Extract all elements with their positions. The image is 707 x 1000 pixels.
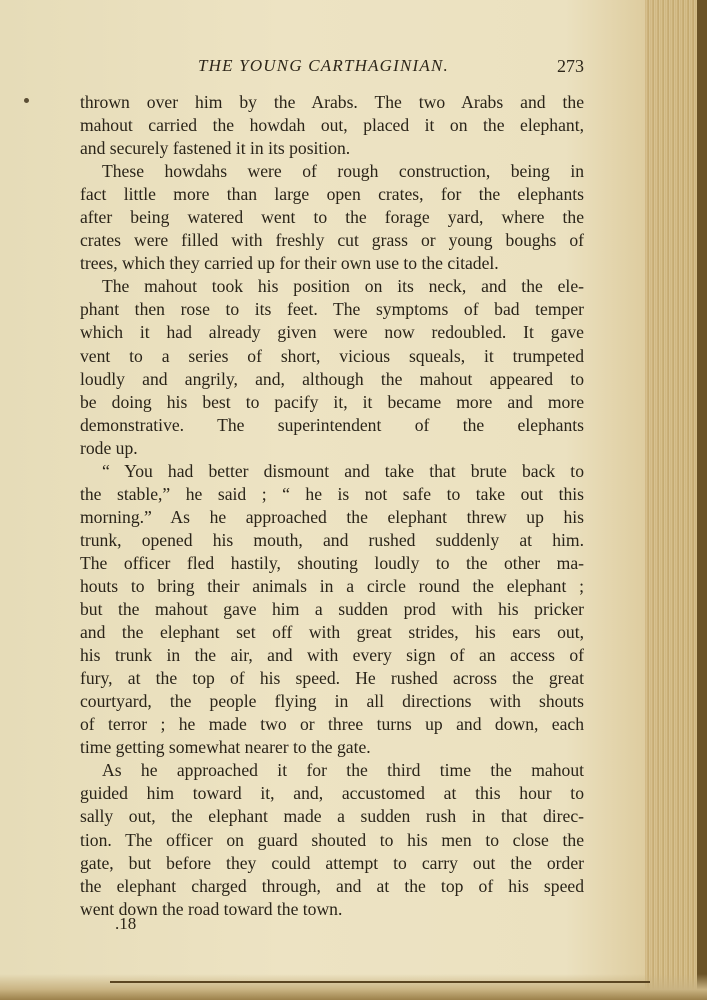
text-line: his trunk in the air, and with every sign of an access of — [80, 645, 584, 666]
text-line: The mahout took his position on its neck, and the ele- — [102, 276, 584, 297]
text-line: houts to bring their animals in a circle round the elephant ; — [80, 575, 584, 596]
signature-mark: .18 — [115, 914, 137, 933]
text-line: vent to a series of short, vicious squeals, it trumpeted — [80, 345, 584, 366]
text-line: These howdahs were of rough construction, being in — [102, 161, 584, 182]
text-line: be doing his best to pacify it, it became more and more — [80, 391, 584, 412]
text-line: after being watered went to the forage yard, where the — [80, 207, 584, 228]
page-header — [80, 56, 584, 80]
text-line: which it had already given were now redoubled. It gave — [80, 322, 584, 343]
text-line: phant then rose to its feet. The symptoms of bad temper — [80, 299, 584, 320]
text-line: mahout carried the howdah out, placed it on the elephant, — [80, 115, 584, 136]
text-line: trees, which they carried up for their own use to the citadel. — [80, 253, 499, 274]
page-bottom-edge — [0, 974, 707, 1000]
text-line: crates were filled with freshly cut grass or young boughs of — [80, 230, 584, 251]
text-line: but the mahout gave him a sudden prod with his pricker — [80, 599, 584, 620]
running-title: THE YOUNG CARTHAGINIAN. — [198, 56, 449, 75]
text-line: As he approached it for the third time the mahout — [102, 760, 584, 781]
page-bottom-line — [110, 981, 650, 983]
page-edge-shadow — [697, 0, 707, 1000]
text-line: rode up. — [80, 437, 138, 458]
text-line: thrown over him by the Arabs. The two Arabs and the — [80, 92, 584, 112]
text-line: fact little more than large open crates, for the elephants — [80, 184, 584, 205]
text-line: and securely fastened it in its position. — [80, 138, 351, 159]
text-line: courtyard, the people flying in all directions with shouts — [80, 691, 584, 712]
text-line: tion. The officer on guard shouted to his men to close the — [80, 829, 584, 850]
ink-speck — [24, 98, 29, 103]
page-number: 273 — [557, 56, 584, 76]
text-line: the stable,” he said ; “ he is not safe to take out this — [80, 483, 584, 504]
text-line: “ You had better dismount and take that brute back to — [102, 460, 584, 481]
text-line: The officer fled hastily, shouting loudly to the other ma- — [80, 552, 584, 573]
text-line: of terror ; he made two or three turns up and down, each — [80, 714, 584, 735]
text-line: demonstrative. The superintendent of the elephants — [80, 414, 584, 435]
text-line: the elephant charged through, and at the top of his speed — [80, 875, 584, 896]
text-line: trunk, opened his mouth, and rushed suddenly at him. — [80, 529, 584, 550]
text-line: guided him toward it, and, accustomed at this hour to — [80, 783, 584, 804]
text-line: fury, at the top of his speed. He rushed across the great — [80, 668, 584, 689]
text-line: sally out, the elephant made a sudden rush in that direc- — [80, 806, 584, 827]
text-line: gate, but before they could attempt to carry out the order — [80, 852, 584, 873]
text-line: went down the road toward the town. — [80, 898, 343, 919]
text-line: morning.” As he approached the elephant threw up his — [80, 506, 584, 527]
body-text — [80, 91, 584, 921]
text-line: loudly and angrily, and, although the mahout appeared to — [80, 368, 584, 389]
text-line: and the elephant set off with great strides, his ears out, — [80, 622, 584, 643]
text-line: time getting somewhat nearer to the gate. — [80, 737, 371, 758]
